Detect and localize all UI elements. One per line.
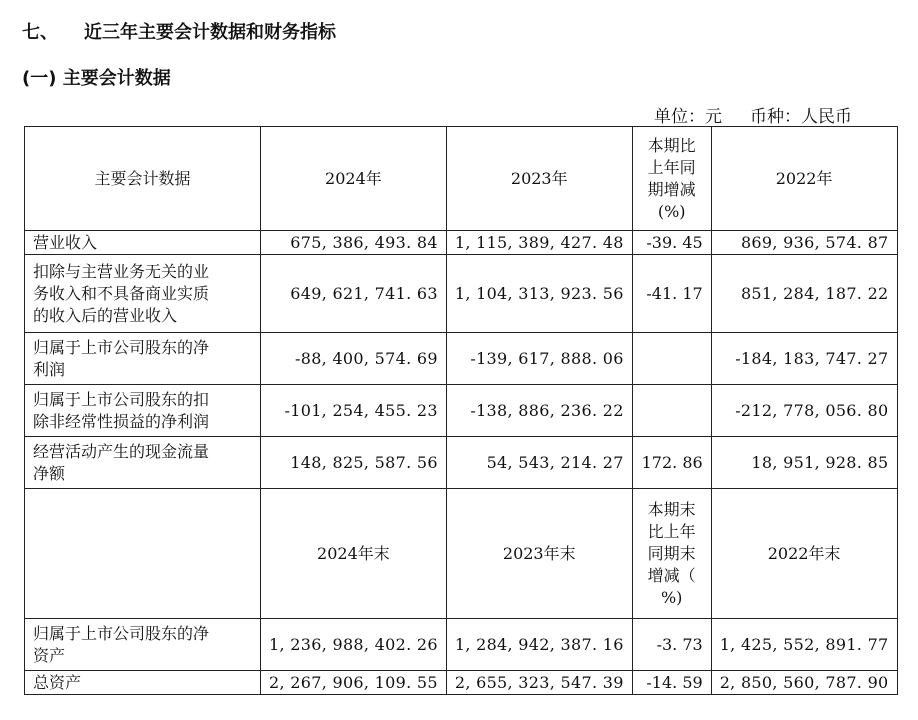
row-label: 归属于上市公司股东的净 资产 xyxy=(25,619,261,671)
cell-2024: 148, 825, 587. 56 xyxy=(261,437,447,489)
accounting-data-table xyxy=(24,126,898,695)
cell-2024: 2, 267, 906, 109. 55 xyxy=(261,671,447,695)
cell-2022: -212, 778, 056. 80 xyxy=(711,385,897,437)
cell-2022: 2, 850, 560, 787. 90 xyxy=(711,671,897,695)
cell-2024: -88, 400, 574. 69 xyxy=(261,333,447,385)
unit-note xyxy=(654,102,852,127)
table-row xyxy=(25,231,898,255)
header-row-1 xyxy=(25,127,898,231)
header-change: 本期比 上年同 期增减 (%) xyxy=(632,127,711,231)
cell-change xyxy=(632,385,711,437)
header-year-end-2023: 2023年末 xyxy=(446,489,632,619)
header-year-2022: 2022年 xyxy=(711,127,897,231)
table-row xyxy=(25,671,898,695)
table-body xyxy=(25,127,898,695)
cell-2023: 1, 284, 942, 387. 16 xyxy=(446,619,632,671)
section-number: 七、 xyxy=(22,22,58,43)
cell-change xyxy=(632,333,711,385)
row-label: 扣除与主营业务无关的业 务收入和不具备商业实质 的收入后的营业收入 xyxy=(25,255,261,333)
cell-2023: -139, 617, 888. 06 xyxy=(446,333,632,385)
cell-2023: 1, 115, 389, 427. 48 xyxy=(446,231,632,255)
unit-label: 单位：元 xyxy=(654,107,722,127)
row-label: 归属于上市公司股东的净 利润 xyxy=(25,333,261,385)
header-row-2 xyxy=(25,489,898,619)
header-year-end-2024: 2024年末 xyxy=(261,489,447,619)
cell-2024: 649, 621, 741. 63 xyxy=(261,255,447,333)
currency-label: 币种：人民币 xyxy=(750,107,852,127)
cell-2023: 54, 543, 214. 27 xyxy=(446,437,632,489)
cell-change: -41. 17 xyxy=(632,255,711,333)
table-row xyxy=(25,255,898,333)
row-label: 营业收入 xyxy=(25,231,261,255)
cell-2023: 2, 655, 323, 547. 39 xyxy=(446,671,632,695)
cell-2024: -101, 254, 455. 23 xyxy=(261,385,447,437)
header-year-2024: 2024年 xyxy=(261,127,447,231)
header-label: 主要会计数据 xyxy=(25,127,261,231)
cell-2023: 1, 104, 313, 923. 56 xyxy=(446,255,632,333)
cell-change: -3. 73 xyxy=(632,619,711,671)
header-year-end-2022: 2022年末 xyxy=(711,489,897,619)
section-title: 近三年主要会计数据和财务指标 xyxy=(84,22,336,43)
cell-2023: -138, 886, 236. 22 xyxy=(446,385,632,437)
cell-2022: 851, 284, 187. 22 xyxy=(711,255,897,333)
cell-change: 172. 86 xyxy=(632,437,711,489)
row-label: 经营活动产生的现金流量 净额 xyxy=(25,437,261,489)
header-label xyxy=(25,489,261,619)
subsection-heading: (一) 主要会计数据 xyxy=(22,68,171,89)
header-change: 本期末 比上年 同期末 增减（ %) xyxy=(632,489,711,619)
cell-2024: 675, 386, 493. 84 xyxy=(261,231,447,255)
table-row xyxy=(25,437,898,489)
cell-2024: 1, 236, 988, 402. 26 xyxy=(261,619,447,671)
row-label: 归属于上市公司股东的扣 除非经常性损益的净利润 xyxy=(25,385,261,437)
row-label: 总资产 xyxy=(25,671,261,695)
cell-2022: -184, 183, 747. 27 xyxy=(711,333,897,385)
cell-change: -39. 45 xyxy=(632,231,711,255)
cell-2022: 869, 936, 574. 87 xyxy=(711,231,897,255)
cell-change: -14. 59 xyxy=(632,671,711,695)
table-row xyxy=(25,333,898,385)
cell-2022: 1, 425, 552, 891. 77 xyxy=(711,619,897,671)
table-row xyxy=(25,619,898,671)
table-row xyxy=(25,385,898,437)
cell-2022: 18, 951, 928. 85 xyxy=(711,437,897,489)
section-heading xyxy=(22,18,336,44)
header-year-2023: 2023年 xyxy=(446,127,632,231)
